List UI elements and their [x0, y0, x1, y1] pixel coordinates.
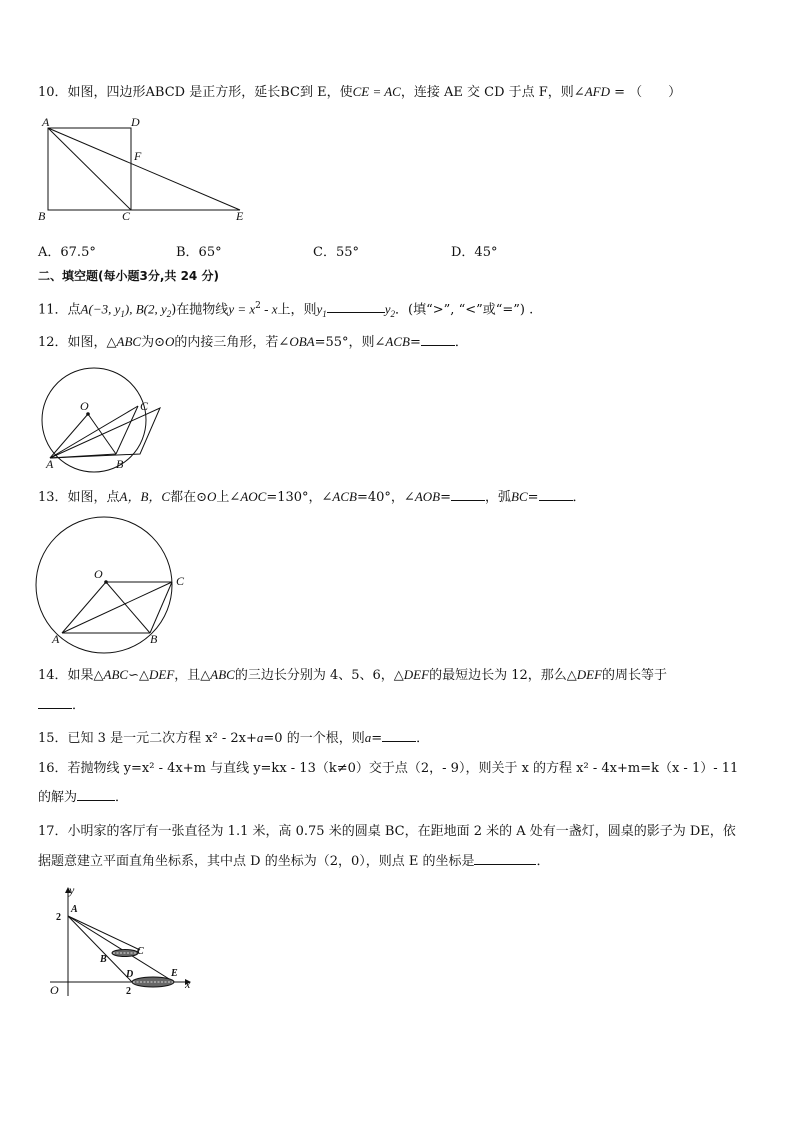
q17-label-a: A [71, 904, 78, 915]
q13-answer-blank-2[interactable] [539, 488, 573, 501]
q10-label-c: C [122, 209, 131, 223]
q17-label-y-two: 2 [56, 912, 61, 923]
q10-option-b[interactable]: B．65° [176, 245, 222, 260]
q17-label-origin: O [50, 983, 59, 997]
q10-label-f: F [134, 149, 142, 163]
q12-label-c: C [140, 399, 149, 413]
q10-label-b: B [38, 209, 46, 223]
q17-label-e: E [171, 968, 178, 979]
q16-text-cont: 的解为 ． [38, 790, 129, 805]
q12-figure [30, 368, 160, 478]
q10-figure [36, 116, 256, 226]
q15-answer-blank[interactable] [382, 729, 416, 742]
q13-label-c: C [176, 574, 185, 588]
q10-label-a: A [42, 115, 50, 129]
q13-label-b: B [150, 632, 158, 646]
q15-text: 15．已知 3 是一元二次方程 x² - 2x+a=0 的一个根，则a= ． [38, 730, 430, 746]
q10-option-a[interactable]: A．67.5° [38, 245, 96, 260]
q13-answer-blank-1[interactable] [451, 488, 485, 501]
q13-text: 13．如图，点A，B，C都在⊙O上∠AOC=130°，∠ACB=40°，∠AOB= ，弧BC= ． [38, 489, 586, 505]
q17-label-x-two: 2 [126, 986, 131, 997]
q17-label-b: B [100, 954, 107, 965]
q13-label-o: O [94, 567, 103, 581]
q16-text: 16．若抛物线 y=x² - 4x+m 与直线 y=kx - 13（k≠0）交于点（2，- 9），则关于 x 的方程 x² - 4x+m=k（x - 1）- 11 [38, 761, 739, 776]
q11-text: 11．点A(−3, $y_1$), B(2, $y_2$)在抛物线$y = x^2 - x$上，则$y_1$ $y_2$．(填“>”, “<”或“=”) . [38, 301, 534, 319]
section-heading: 二、填空题(每小题3分,共 24 分) [38, 269, 219, 283]
q12-label-o: O [80, 399, 89, 413]
q10-label-d: D [131, 115, 140, 129]
q12-answer-blank[interactable] [421, 333, 455, 346]
q17-label-c: C [137, 946, 144, 957]
q10-option-d[interactable]: D．45° [451, 245, 498, 260]
q11-answer-blank[interactable] [327, 300, 385, 313]
q10-text: 10．如图，四边形ABCD 是正方形，延长BC到 E，使CE = AC，连接 AE 交 CD 于点 F，则∠AFD = （ ） [38, 84, 682, 100]
q17-label-d: D [126, 969, 134, 980]
q10-label-e: E [236, 209, 244, 223]
q14-answer-blank[interactable] [38, 696, 72, 709]
q17-answer-blank[interactable] [474, 852, 536, 865]
q12-label-b: B [116, 457, 124, 471]
q16-answer-blank[interactable] [77, 788, 115, 801]
q12-label-a: A [46, 457, 54, 471]
q17-text-cont: 据题意建立平面直角坐标系，其中点 D 的坐标为（2，0），则点 E 的坐标是 ． [38, 854, 550, 869]
q12-text: 12．如图，△ABC为⊙O的内接三角形，若∠OBA=55°，则∠ACB= ． [38, 334, 468, 350]
q13-label-a: A [52, 632, 60, 646]
q14-text: 14．如果△ABC∽△DEF，且△ABC的三边长分别为 4、5、6，△DEF的最短边长为 12，那么△DEF的周长等于 [38, 667, 668, 683]
q14-text-cont: ． [38, 696, 85, 715]
q13-figure [36, 515, 196, 655]
q17-text: 17．小明家的客厅有一张直径为 1.1 米，高 0.75 米的圆桌 BC，在距地面 2 米的 A 处有一盏灯，圆桌的影子为 DE，依 [38, 824, 736, 839]
q17-label-y: y [69, 883, 75, 897]
q17-figure [40, 884, 200, 1004]
q10-option-c[interactable]: C．55° [313, 245, 359, 260]
q17-label-x: x [185, 977, 191, 991]
